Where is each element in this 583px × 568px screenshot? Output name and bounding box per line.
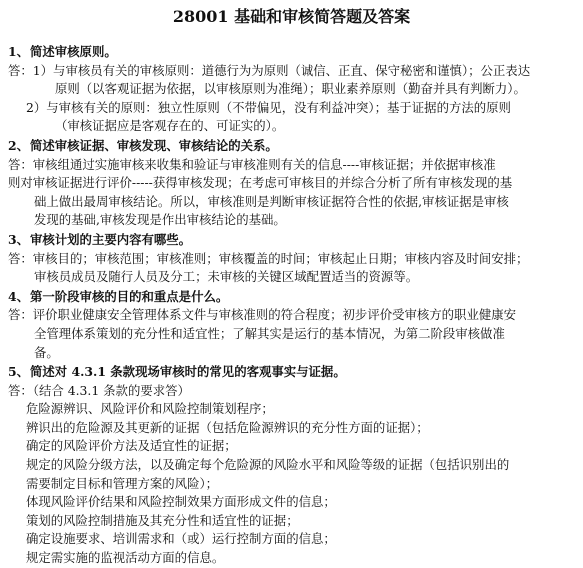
answer-line: 则对审核证据进行评价-----获得审核发现；在考虑可审核目的并综合分析了所有审核发现的基 [8, 175, 513, 191]
question-number: 5、 [8, 364, 30, 380]
answer-1 [8, 62, 576, 136]
answer-line: 评价职业健康安全管理体系文件与审核准则的符合程度；初步评价受审核方的职业健康安 [32, 307, 517, 323]
question-number: 4、 [8, 288, 30, 304]
question-text: 第一阶段审核的目的和重点是什么。 [30, 288, 229, 304]
question-number: 1、 [8, 44, 30, 59]
answer-line: 需要制定目标和管理方案的风险）； [26, 475, 219, 491]
question-1 [8, 43, 576, 62]
answer-line: 原则（以客观证据为依据，以审核原则为准绳）；职业素养原则（勤奋并具有判断力）。 [55, 81, 526, 97]
answer-line: 确定的风险评价方法及适宜性的证据； [26, 438, 237, 454]
answer-prefix: 答： [8, 156, 33, 172]
answer-3 [8, 250, 576, 287]
answer-4 [8, 306, 576, 362]
answer-line: 辨识出的危险源及其更新的证据（包括危险源辨识的充分性方面的证据）； [26, 419, 429, 435]
document-body [8, 42, 576, 568]
question-4 [8, 288, 576, 307]
question-5 [8, 363, 576, 382]
question-number: 3、 [8, 231, 30, 247]
answer-line: 全管理体系策划的充分性和适宜性；了解其实是运行的基本情况，为第二阶段审核做准 [34, 325, 505, 341]
answer-line: 审核员成员及随行人员及分工；未审核的关键区域配置适当的资源等。 [34, 269, 419, 285]
answer-2 [8, 156, 576, 230]
answer-prefix: 答： [8, 62, 33, 78]
answer-line: 审核组通过实施审核来收集和验证与审核准则有关的信息----审核证据；并依据审核准 [32, 156, 496, 172]
answer-line: （审核证据应是客观存在的、可证实的）。 [55, 118, 285, 134]
question-number: 2、 [8, 137, 30, 153]
answer-line: 规定的风险分级方法，以及确定每个危险源的风险水平和风险等级的证据（包括识别出的 [26, 457, 510, 473]
answer-line: 发现的基础,审核发现是作出审核结论的基础。 [34, 212, 286, 228]
answer-5 [8, 382, 576, 568]
question-text: 简述审核原则。 [30, 44, 117, 59]
answer-line: 体现风险评价结果和风险控制效果方面形成文件的信息； [26, 494, 336, 510]
answer-line: 1）与审核员有关的审核原则：道德行为为原则（诚信、正直、保守秘密和谨慎）；公正表达 [32, 62, 531, 78]
answer-line: 备。 [34, 344, 59, 360]
answer-line: 策划的风险控制措施及其充分性和适宜性的证据； [26, 512, 299, 528]
question-2 [8, 137, 576, 156]
question-text: 审核计划的主要内容有哪些。 [30, 231, 192, 247]
answer-line: 2）与审核有关的原则：独立性原则（不带偏见，没有利益冲突）；基于证据的方法的原则 [26, 99, 511, 115]
answer-prefix: 答： [8, 382, 33, 398]
answer-line: 确定设施要求、培训需求和（或）运行控制方面的信息； [26, 531, 336, 547]
question-text: 简述审核证据、审核发现、审核结论的关系。 [30, 137, 278, 153]
page-title: 28001 基础和审核简答题及答案 [172, 7, 411, 26]
answer-line: 规定需实施的监视活动方面的信息。 [26, 550, 225, 566]
question-text: 简述对 4.3.1 条款现场审核时的常见的客观事实与证据。 [30, 364, 346, 380]
answer-prefix: 答： [8, 307, 33, 323]
answer-line: 审核目的；审核范围；审核准则；审核覆盖的时间；审核起止日期；审核内容及时间安排； [32, 250, 529, 266]
answer-line: （结合 4.3.1 条款的要求答） [32, 382, 190, 398]
answer-line: 危险源辨识、风险评价和风险控制策划程序； [26, 401, 274, 417]
answer-line: 础上做出最周审核结论。所以，审核准则是判断审核证据符合性的依据,审核证据是审核 [34, 193, 509, 209]
answer-prefix: 答： [8, 250, 33, 266]
question-3 [8, 231, 576, 250]
